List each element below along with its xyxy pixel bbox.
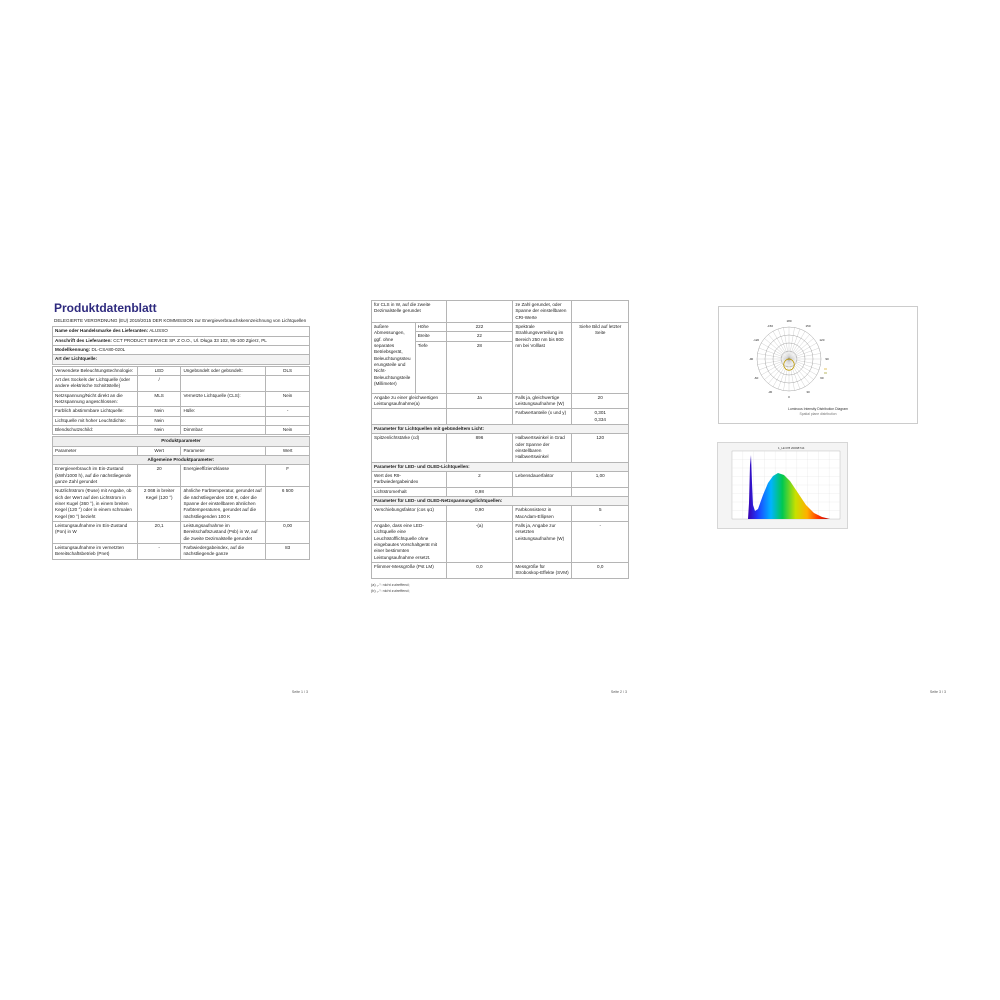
page-footer: Seite 2 / 3 xyxy=(610,690,627,694)
column-header: Wert xyxy=(137,446,181,455)
label-cell: Lichtstromerhalt xyxy=(372,487,447,496)
value-cell: 5 xyxy=(572,506,629,522)
page-2 xyxy=(371,300,629,692)
value-cell: Nein xyxy=(266,426,310,435)
label-cell: Ungebündelt oder gebündelt: xyxy=(181,366,266,375)
type-row xyxy=(53,426,310,435)
label-cell: Angabe zu einer gleichwertigen Leistungsaufnahme(a) xyxy=(372,393,447,409)
value-cell: Ja xyxy=(446,393,513,409)
label-cell: Leistungsaufnahme im Bereitschaftszustand (Psb) in W, auf die zweite Dezimalstelle gerundet xyxy=(181,521,266,543)
value-cell: Nein xyxy=(137,426,181,435)
supplier-info-cell xyxy=(53,336,310,345)
label-cell: Messgröße für Stroboskop-Effekte (SVM) xyxy=(513,562,572,578)
label-cell: Farbkonsistenz in MacAdam-Ellipsen xyxy=(513,506,572,522)
polar-angle-label: 0 xyxy=(788,395,790,399)
spectrum-plot xyxy=(718,443,847,528)
polar-angle-label: 90 xyxy=(825,357,829,361)
parameter-row xyxy=(372,521,629,562)
label-cell: Spitzenlichtstärke (cd) xyxy=(372,434,447,462)
label-cell: für CLS in W, auf die zweite Dezimalstelle gerundet xyxy=(372,301,447,323)
label-cell: Vernetzte Lichtquelle (CLS): xyxy=(181,391,266,407)
label-cell: Lebensdauerfaktor xyxy=(513,471,572,487)
section-heading: Parameter für LED- und OLED-Lichtquellen: xyxy=(372,462,629,471)
type-row xyxy=(53,391,310,407)
section-heading: Produktparameter xyxy=(53,437,310,446)
type-row xyxy=(53,376,310,392)
parameter-row xyxy=(372,434,629,462)
value-cell: DLS xyxy=(266,366,310,375)
label-cell xyxy=(181,416,266,425)
label-cell: ze Zahl gerundet, oder Spanne der einstellbaren CRI-Werte xyxy=(513,301,572,323)
supplier-info-cell xyxy=(53,327,310,336)
column-header-row xyxy=(53,446,310,455)
polar-angle-label: -60 xyxy=(753,376,759,380)
section-row xyxy=(53,355,310,364)
continued-parameters-table xyxy=(371,300,629,579)
value-cell xyxy=(572,301,629,323)
label-cell: Falls ja, Angabe zur ersetzten Leistungsaufnahme (W) xyxy=(513,521,572,562)
polar-angle-label: 150 xyxy=(805,324,811,329)
parameter-row xyxy=(372,409,629,425)
value-cell: 0,00 xyxy=(266,521,310,543)
page-1 xyxy=(52,300,310,692)
spectrum-title: 1_Hn378 20098744 xyxy=(778,446,805,450)
value-cell: 120 xyxy=(572,434,629,462)
polar-angle-label: 30 xyxy=(806,389,810,394)
value-cell: Nein xyxy=(137,416,181,425)
supplier-label: Anschrift des Lieferanten: xyxy=(55,337,112,343)
value-cell: - xyxy=(137,543,181,559)
label-cell: Nutzlichtstrom (Φuse) mit Angabe, ob sich der Wert auf den Lichtstrom in einer Kugel (360 °), in einem breiten Kegel (120 °) oder in einem schmalen Kegel (90 °) bezieht xyxy=(53,487,138,522)
column-header: Parameter xyxy=(53,446,138,455)
parameter-row xyxy=(372,487,629,496)
polar-caption: Luminous Intensity Distribution Diagram xyxy=(788,407,848,411)
value-cell xyxy=(572,487,629,496)
value-cell xyxy=(266,376,310,392)
value-cell: 0,0 xyxy=(572,562,629,578)
polar-subcaption: Spatial plane distribution xyxy=(799,412,837,416)
column-header: Parameter xyxy=(181,446,266,455)
section-row xyxy=(53,437,310,446)
document-title: Produktdatenblatt xyxy=(54,301,157,315)
luminous-intensity-diagram xyxy=(718,306,918,424)
label-cell: Dimmbar: xyxy=(181,426,266,435)
value-cell: -(a) xyxy=(446,521,513,562)
section-heading: Parameter für LED- und OLED-Netzspannungslichtquellen: xyxy=(372,496,629,505)
value-cell: LED xyxy=(137,366,181,375)
label-cell: Verschiebungsfaktor (cos φ1) xyxy=(372,506,447,522)
value-cell: 2 xyxy=(446,471,513,487)
type-row xyxy=(53,366,310,375)
value-cell: - xyxy=(266,407,310,416)
value-cell: Nein xyxy=(266,391,310,407)
parameter-row xyxy=(372,301,629,323)
supplier-row xyxy=(53,336,310,345)
value-cell xyxy=(266,416,310,425)
value-cell: 6 500 xyxy=(266,487,310,522)
parameter-row xyxy=(53,521,310,543)
label-cell: Hülle: xyxy=(181,407,266,416)
label-cell: Blendschutzschild: xyxy=(53,426,138,435)
section-heading: Art der Lichtquelle: xyxy=(53,355,310,364)
label-cell: Verwendete Beleuchtungstechnologie: xyxy=(53,366,138,375)
label-cell xyxy=(513,487,572,496)
value-cell: 20,1 xyxy=(137,521,181,543)
dimension-value: 222 xyxy=(446,322,513,331)
value-cell: 2 068 in breiter Kegel (120 °) xyxy=(137,487,181,522)
value-cell: F xyxy=(266,465,310,487)
light-source-type-table xyxy=(52,366,310,436)
value-cell: 83 xyxy=(266,543,310,559)
value-cell: 0,0 xyxy=(446,562,513,578)
page-3 xyxy=(690,300,948,692)
polar-angle-label: -30 xyxy=(767,389,773,394)
footnotes xyxy=(371,582,629,594)
label-cell: Falls ja, gleichwertige Leistungsaufnahme (W) xyxy=(513,393,572,409)
label-cell: Flimmer-Messgröße (Pst LM) xyxy=(372,562,447,578)
polar-angle-label: -120 xyxy=(753,338,760,342)
label-cell: Energieverbrauch im Ein-Zustand (kWh/1000 h), auf die nächstliegende ganze Zahl gerundet xyxy=(53,465,138,487)
dimension-name: Tiefe xyxy=(415,341,446,393)
polar-angle-label: 180 xyxy=(786,319,792,323)
label-cell: Netzspannung/Nicht direkt an die Netzspannung angeschlossen: xyxy=(53,391,138,407)
label-cell: ähnliche Farbtemperatur, gerundet auf die nächstliegenden 100 K, oder die Spanne der einstellbaren ähnlichen Farbtemperaturen, gerundet auf die nächstliegenden 100 K xyxy=(181,487,266,522)
value-cell: Nein xyxy=(137,407,181,416)
value-cell xyxy=(446,409,513,425)
label-cell: Leistungsaufnahme im vernetzten Bereitschaftsbetrieb (Pnet) xyxy=(53,543,138,559)
section-heading: Parameter für Lichtquellen mit gebündeltem Licht: xyxy=(372,424,629,433)
label-cell: Lichtquelle mit hoher Leuchtdichte: xyxy=(53,416,138,425)
section-heading: Allgemeine Produktparameter: xyxy=(53,456,310,465)
dimension-value: 28 xyxy=(446,341,513,393)
value-cell: 20 xyxy=(572,393,629,409)
label-cell: Energieeffizienzklasse xyxy=(181,465,266,487)
product-parameters-table xyxy=(52,436,310,559)
dimension-value: 22 xyxy=(446,332,513,341)
value-cell xyxy=(446,301,513,323)
type-row xyxy=(53,407,310,416)
label-cell: Art des Sockels der Lichtquelle (oder andere elektrische Schnittstelle) xyxy=(53,376,138,392)
supplier-row xyxy=(53,327,310,336)
label-cell: Halbwertswinkel in Grad oder Spanne der einstellbaren Halbwertswinkel xyxy=(513,434,572,462)
label-cell: Farblich abstimmbare Lichtquelle: xyxy=(53,407,138,416)
spectrum-diagram xyxy=(717,442,848,529)
value-cell: 0,90 xyxy=(446,506,513,522)
parameter-row xyxy=(372,506,629,522)
value-cell: 0,301 0,334 xyxy=(572,409,629,425)
footnote: (a) „-“: nicht zutreffend; xyxy=(371,582,410,587)
polar-angle-label: 60 xyxy=(820,376,824,380)
parameter-row xyxy=(53,465,310,487)
polar-plot xyxy=(719,307,919,407)
value-cell: MLS xyxy=(137,391,181,407)
polar-angle-label: -90 xyxy=(748,357,754,361)
supplier-value: CCT PRODUCT SERVICE SP. Z O.O., Ul. Długa 33 102, 95-100 Zgierz, PL xyxy=(111,337,267,343)
parameter-row xyxy=(372,393,629,409)
dimension-row xyxy=(372,322,629,331)
column-header: Wert xyxy=(266,446,310,455)
value-cell: 0,98 xyxy=(446,487,513,496)
label-cell: Leistungsaufnahme im Ein-Zustand (Pon) in W xyxy=(53,521,138,543)
dimension-name: Breite xyxy=(415,332,446,341)
dimension-name: Höhe xyxy=(415,322,446,331)
label-cell: Wert des R9-Farbwiedergabeindex xyxy=(372,471,447,487)
value-cell: - xyxy=(572,521,629,562)
polar-angle-label: -150 xyxy=(766,324,774,329)
parameter-row xyxy=(372,471,629,487)
polar-angle-label: 120 xyxy=(819,338,825,342)
supplier-table xyxy=(52,326,310,364)
page-footer: Seite 3 / 3 xyxy=(929,690,946,694)
page-footer: Seite 1 / 3 xyxy=(291,690,308,694)
parameter-row xyxy=(372,562,629,578)
supplier-label: Modellkennung: xyxy=(55,347,91,353)
label-cell xyxy=(372,409,447,425)
value-cell: Siehe Bild auf letzter Seite xyxy=(572,322,629,393)
supplier-value: ALUSSO xyxy=(148,328,168,334)
value-cell: 20 xyxy=(137,465,181,487)
value-cell: 1,00 xyxy=(572,471,629,487)
value-cell: / xyxy=(137,376,181,392)
footnote: (b) „-“: nicht zutreffend; xyxy=(371,588,410,593)
label-cell: Farbwertanteile (x und y) xyxy=(513,409,572,425)
supplier-value: DL-CSA80-020L xyxy=(90,347,126,353)
supplier-row xyxy=(53,346,310,355)
label-cell: Farbwiedergabeindex, auf die nächstliegende ganze xyxy=(181,543,266,559)
label-cell: Angabe, dass eine LED-Lichtquelle eine Leuchtstofflichtquelle ohne eingebautes Vorschaltgerät mit einer bestimmten Leistungsaufnahme ersetzt. xyxy=(372,521,447,562)
section-row xyxy=(372,462,629,471)
type-row xyxy=(53,416,310,425)
dimensions-label: äußere Abmessungen, ggf. ohne separates Betriebsgerät, Beleuchtungssteuerungsteile und Nicht-Beleuchtungsteile (Millimeter) xyxy=(372,322,416,393)
parameter-row xyxy=(53,543,310,559)
parameter-row xyxy=(53,487,310,522)
supplier-label: Name oder Handelsmarke des Lieferanten: xyxy=(55,328,149,334)
section-row xyxy=(372,424,629,433)
value-cell: 896 xyxy=(446,434,513,462)
regulation-intro: DELEGIERTE VERORDNUNG (EU) 2019/2015 DER KOMMISSION zur Energieverbrauchskennzeichnung von Lichtquellen xyxy=(54,318,307,323)
supplier-info-cell xyxy=(53,346,310,355)
label-cell xyxy=(181,376,266,392)
section-row xyxy=(372,496,629,505)
section-row xyxy=(53,456,310,465)
label-cell: Spektrale Strahlungsverteilung im Bereich 250 nm bis 800 nm bei Volllast xyxy=(513,322,572,393)
